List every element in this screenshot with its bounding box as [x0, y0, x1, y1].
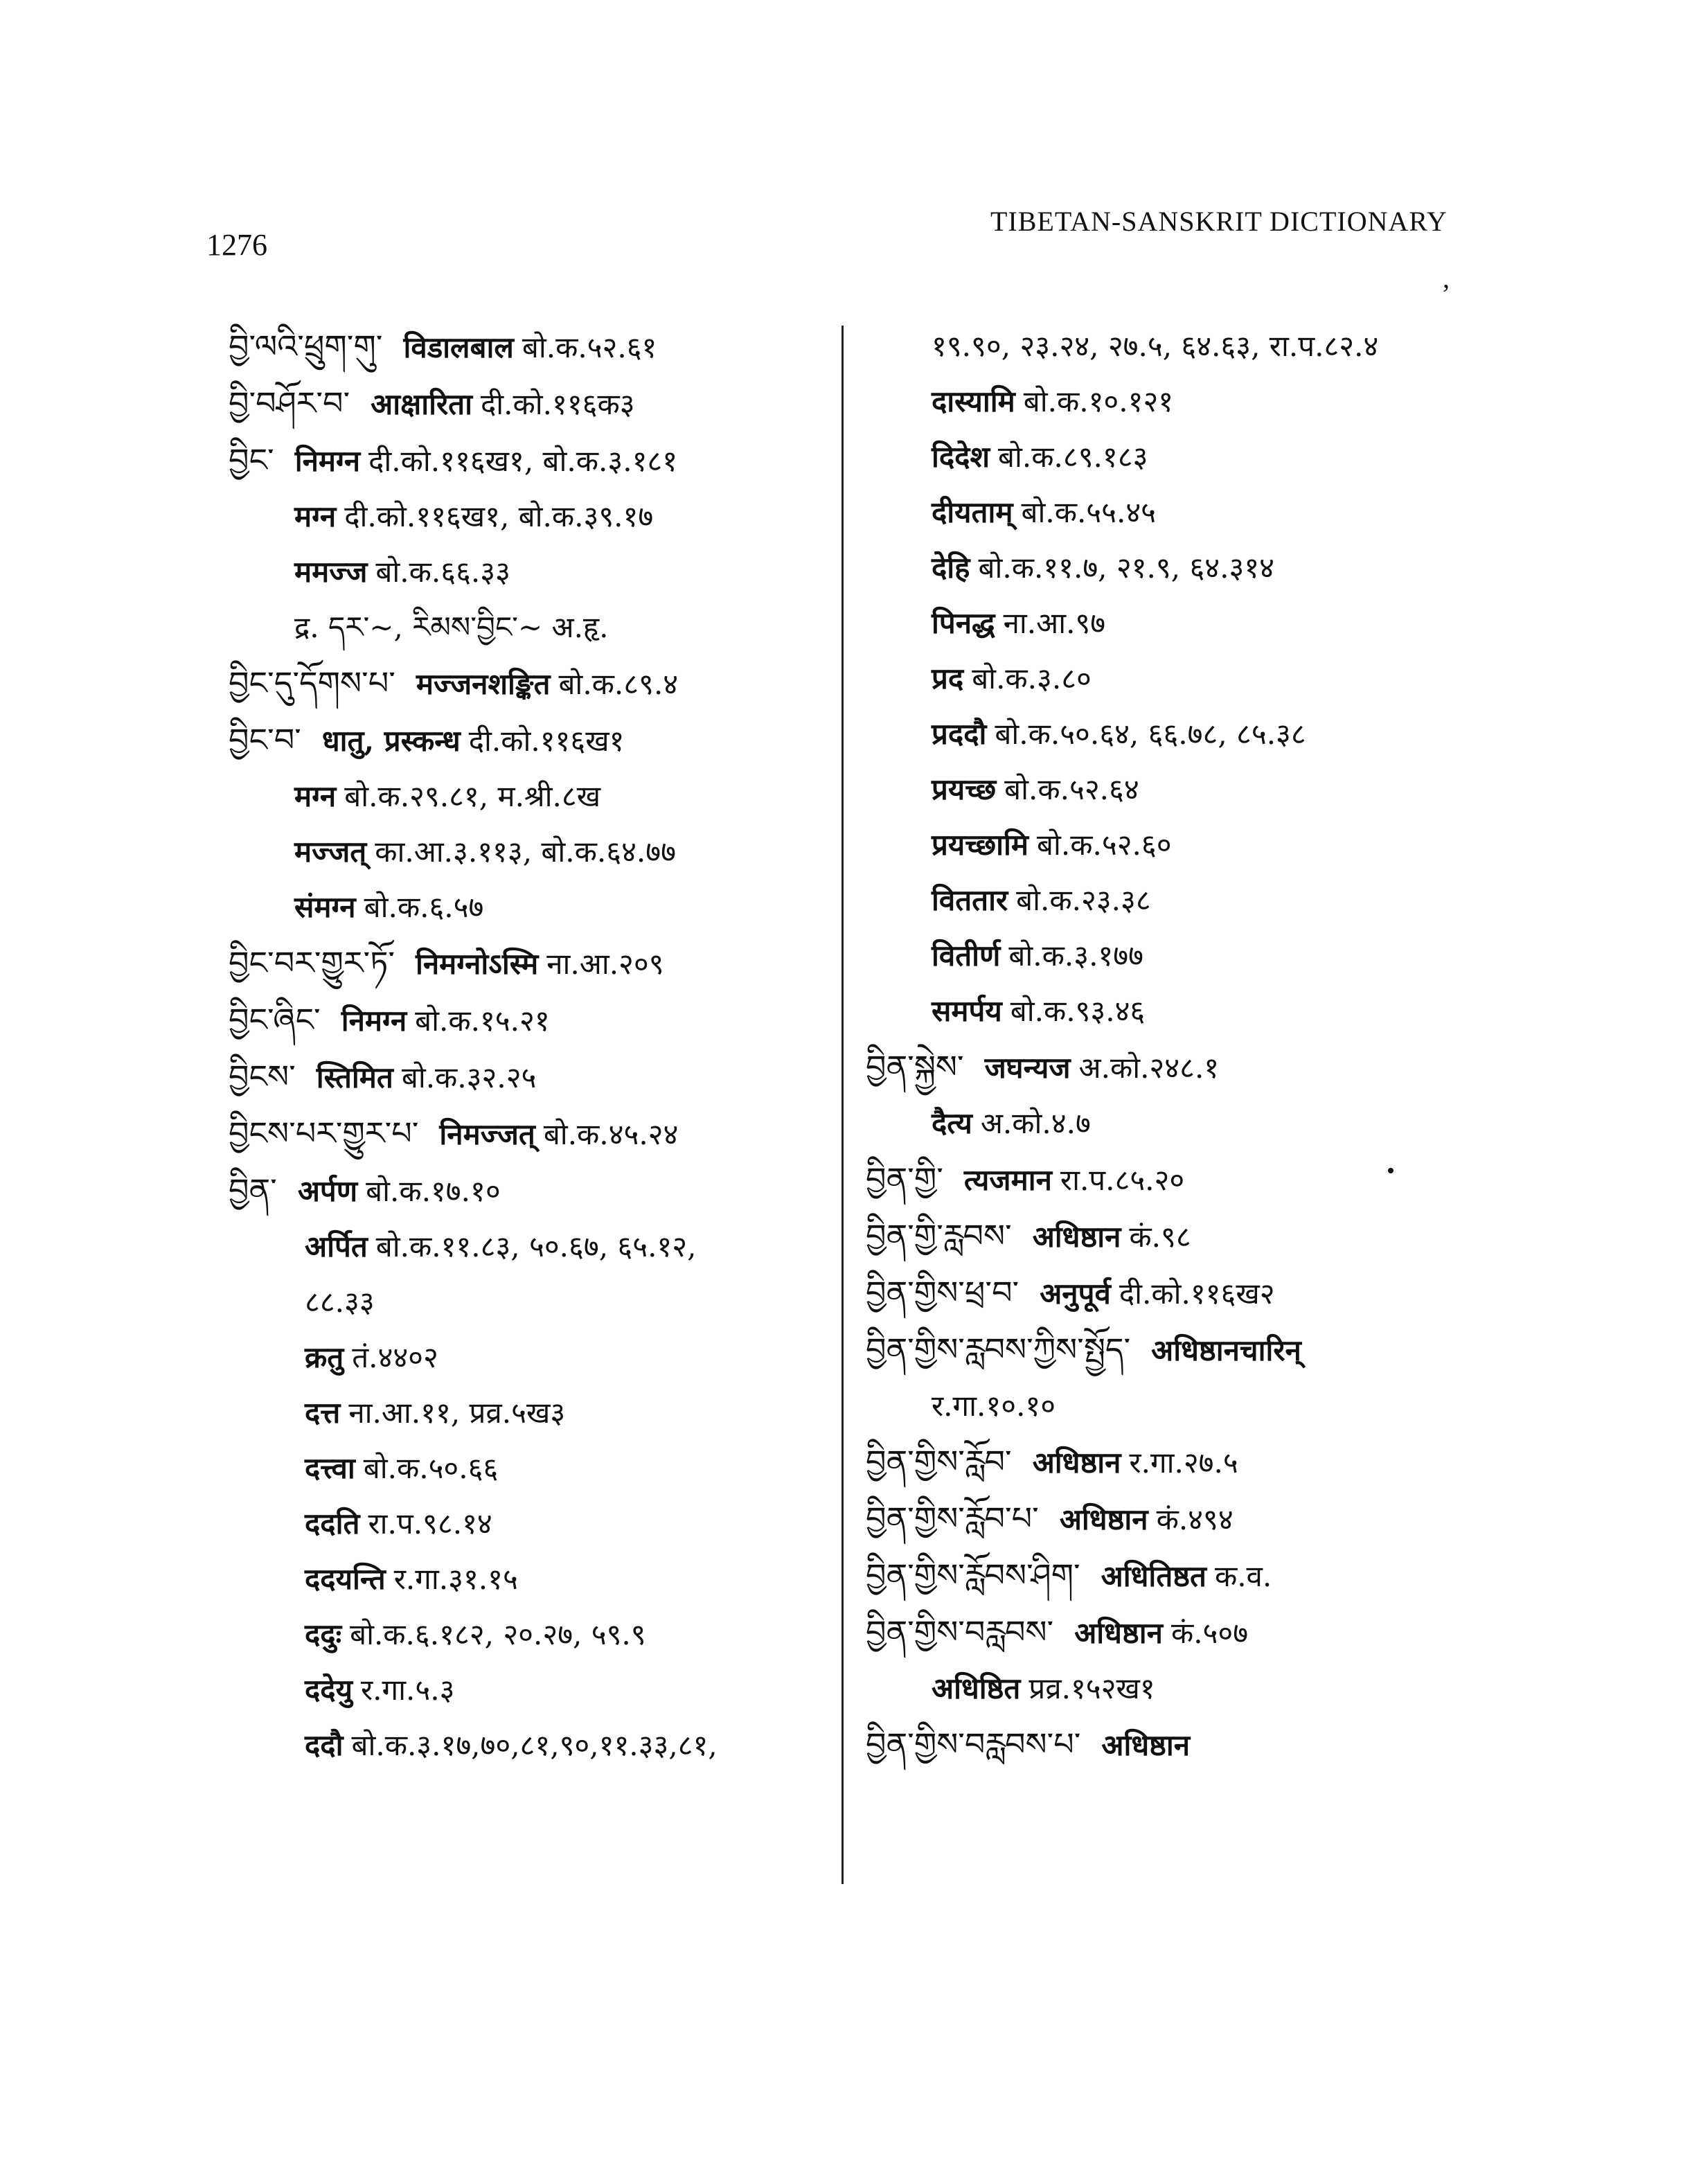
dictionary-entry	[866, 596, 1648, 651]
dictionary-entry	[866, 1547, 1648, 1604]
dictionary-entry	[866, 873, 1648, 928]
sanskrit-equivalent: संमग्न	[294, 890, 356, 924]
sanskrit-equivalent: क्रतु	[305, 1340, 344, 1374]
source-reference: बो.क.५०.६४, ६६.७८, ८५.३८	[995, 717, 1306, 751]
page-number: 1276	[206, 228, 267, 262]
source-reference: बो.क.६.५७	[364, 890, 484, 924]
source-reference: दी.को.११६ख१, बो.क.३.१८१	[368, 444, 678, 478]
sanskrit-equivalent: देहि	[932, 551, 970, 585]
source-reference: बो.क.३२.२५	[401, 1060, 537, 1094]
source-reference: प्रव्र.१५२ख१	[1028, 1671, 1155, 1705]
dictionary-entry	[866, 1096, 1648, 1151]
dictionary-entry	[866, 707, 1648, 762]
sanskrit-equivalent: मज्जनशङ्कित	[416, 667, 551, 701]
sanskrit-equivalent: विततार	[932, 883, 1008, 917]
dictionary-entry	[229, 1496, 831, 1552]
source-reference: कं.५०७	[1170, 1616, 1249, 1650]
running-head: TIBETAN-SANSKRIT DICTIONARY	[990, 206, 1448, 237]
source-reference: बो.क.१०.१२१	[1023, 384, 1174, 418]
source-reference: बो.क.६६.३३	[375, 555, 510, 589]
tibetan-headword: བྱི་ལའི་ཕྲུག་གུ་	[229, 328, 383, 365]
sanskrit-equivalent: अधिष्ठान	[1074, 1616, 1163, 1650]
sanskrit-equivalent: अधितिष्ठत	[1101, 1559, 1206, 1593]
dictionary-entry	[229, 655, 831, 712]
dictionary-entry	[866, 1151, 1648, 1208]
source-reference: बो.क.३.८०	[972, 662, 1092, 695]
dictionary-entry	[229, 1385, 831, 1441]
tibetan-headword: བྱིངས་པར་གྱུར་པ་	[229, 1115, 419, 1152]
sanskrit-equivalent: अधिष्ठान	[1032, 1446, 1121, 1480]
tibetan-headword: བྱི་བཤོར་བ་	[229, 384, 350, 422]
sanskrit-equivalent: अधिष्ठानचारिन्	[1151, 1333, 1301, 1367]
source-reference: बो.क.५०.६६	[363, 1451, 499, 1485]
sanskrit-equivalent: निमग्न	[294, 444, 361, 478]
dictionary-entry	[866, 1661, 1648, 1716]
dictionary-entry	[866, 762, 1648, 817]
source-reference: बो.क.६.१८२, २०.२७, ५९.९	[350, 1617, 646, 1651]
comma-mark: ,	[1443, 263, 1450, 294]
dictionary-entry	[866, 374, 1648, 429]
sanskrit-equivalent: समर्पय	[932, 994, 1002, 1028]
sanskrit-equivalent: ममज्ज	[294, 555, 368, 589]
column-rule	[841, 326, 844, 1884]
dictionary-entry	[866, 1208, 1648, 1265]
tibetan-headword: བྱིན་གྱིས་རློབ་པ་	[866, 1500, 1039, 1537]
tibetan-headword: བྱིན་	[229, 1171, 277, 1209]
dictionary-entry	[229, 1275, 831, 1330]
sanskrit-equivalent: निमग्नोऽस्मि	[415, 947, 539, 981]
dictionary-entry	[229, 1106, 831, 1162]
source-reference: ना.आ.२०९	[546, 947, 664, 981]
dictionary-entry	[866, 817, 1648, 873]
dictionary-entry	[229, 319, 831, 375]
source-reference: का.आ.३.११३, बो.क.६४.७७	[375, 835, 676, 869]
tibetan-headword: བྱིན་གྱིས་བརླབས་	[866, 1613, 1054, 1651]
sanskrit-equivalent: दत्त	[305, 1396, 341, 1430]
sanskrit-equivalent: मज्जत्	[294, 835, 367, 869]
sanskrit-equivalent: दास्यामि	[932, 384, 1015, 418]
sanskrit-equivalent: प्रद	[932, 662, 964, 695]
sanskrit-equivalent: दिदेश	[932, 440, 990, 474]
sanskrit-equivalent: ददति	[305, 1507, 360, 1541]
sanskrit-equivalent: प्रयच्छ	[932, 772, 997, 806]
dictionary-entry	[229, 712, 831, 769]
dictionary-entry	[229, 1330, 831, 1385]
sanskrit-equivalent: प्रयच्छामि	[932, 828, 1029, 862]
dictionary-entry	[866, 984, 1648, 1039]
dictionary-entry	[229, 1049, 831, 1106]
sanskrit-equivalent: अनुपूर्व	[1040, 1277, 1111, 1311]
tibetan-headword: བྱིང་བ་	[229, 721, 301, 758]
source-reference: तं.४४०२	[352, 1340, 438, 1374]
dictionary-entry	[866, 1378, 1648, 1434]
source-reference: १९.९०, २३.२४, २७.५, ६४.६३, रा.प.८२.४	[932, 329, 1379, 363]
dictionary-entry	[229, 1718, 831, 1773]
sanskrit-equivalent: त्यजमान	[963, 1163, 1052, 1197]
dictionary-entry	[229, 544, 831, 600]
sanskrit-equivalent: ददेयु	[305, 1673, 353, 1707]
dictionary-entry	[866, 1039, 1648, 1096]
sanskrit-equivalent: आक्षारिता	[371, 387, 472, 421]
left-column	[229, 319, 831, 1773]
dictionary-entry	[229, 935, 831, 992]
source-reference: दी.को.११६ख१, बो.क.३९.१७	[344, 499, 654, 533]
tibetan-headword: བྱིང་དུ་དོགས་པ་	[229, 664, 395, 702]
dictionary-entry	[866, 1434, 1648, 1491]
dictionary-entry	[866, 485, 1648, 540]
tibetan-headword: བྱིན་གྱི་	[866, 1160, 943, 1198]
source-reference: बो.क.५५.४५	[1021, 495, 1157, 529]
dictionary-entry	[229, 769, 831, 824]
right-column	[866, 319, 1648, 1773]
source-reference: बो.क.११.८३, ५०.६७, ६५.१२,	[375, 1229, 697, 1263]
dictionary-entry	[229, 1662, 831, 1718]
dictionary-entry	[229, 432, 831, 489]
tibetan-headword: བྱིན་གྱིས་རླབས་ཀྱིས་སྤྱོད་	[866, 1331, 1131, 1368]
source-reference: बो.क.५२.६१	[522, 330, 657, 364]
source-reference: र.गा.५.३	[360, 1673, 455, 1707]
sanskrit-equivalent: अधिष्ठान	[1032, 1220, 1121, 1254]
tibetan-headword: བྱིན་གྱིས་རློབ་	[866, 1443, 1012, 1480]
tibetan-headword: བྱིང་ཞིང་	[229, 1001, 321, 1038]
dictionary-entry	[229, 1441, 831, 1496]
dictionary-entry	[229, 489, 831, 544]
source-reference: र.गा.२७.५	[1129, 1446, 1238, 1480]
tibetan-headword: བྱིན་གྱིས་བརླབས་པ་	[866, 1725, 1081, 1763]
sanskrit-equivalent: जघन्यज	[984, 1051, 1071, 1085]
sanskrit-equivalent: स्तिमित	[316, 1060, 393, 1094]
tibetan-headword: བྱིན་སྐྱེས་	[866, 1048, 964, 1085]
dictionary-entry	[229, 1162, 831, 1219]
dictionary-entry	[229, 600, 831, 655]
source-reference: रा.प.९८.१४	[368, 1507, 492, 1541]
sanskrit-equivalent: प्रददौ	[932, 717, 987, 751]
sanskrit-equivalent: निमग्न	[341, 1004, 407, 1038]
source-reference: ना.आ.११, प्रव्र.५ख३	[348, 1396, 566, 1430]
tibetan-headword: བྱིང་བར་གྱུར་ཏོ་	[229, 944, 395, 982]
source-reference: कं.४९४	[1156, 1502, 1234, 1536]
source-reference: बो.क.१५.२१	[415, 1004, 550, 1038]
sanskrit-equivalent: मग्न	[294, 499, 337, 533]
dictionary-entry	[229, 880, 831, 935]
tibetan-headword: བྱིངས་	[229, 1058, 296, 1095]
source-reference: दी.को.११६क३	[480, 387, 635, 421]
source-reference: बो.क.८९.१८३	[998, 440, 1148, 474]
source-reference: बो.क.११.७, २१.९, ६४.३१४	[978, 551, 1274, 585]
dictionary-entry	[229, 992, 831, 1049]
source-reference: र.गा.१०.१०	[932, 1389, 1056, 1423]
sanskrit-equivalent: अर्पित	[305, 1229, 368, 1263]
source-reference: बो.क.२३.३८	[1016, 883, 1151, 917]
source-reference: बो.क.२९.८१, म.श्री.८ख	[344, 779, 601, 813]
sanskrit-equivalent: अर्पण	[297, 1174, 358, 1208]
sanskrit-equivalent: दत्त्वा	[305, 1451, 355, 1485]
source-reference: रा.प.८५.२०	[1060, 1163, 1185, 1197]
dictionary-entry	[866, 1716, 1648, 1773]
sanskrit-equivalent: दैत्य	[932, 1106, 972, 1140]
sanskrit-equivalent: वितीर्ण	[932, 939, 1001, 973]
sanskrit-equivalent: अधिष्ठान	[1059, 1502, 1148, 1536]
sanskrit-equivalent: धातु, प्रस्कन्ध	[321, 724, 461, 758]
dictionary-entry	[229, 1219, 831, 1275]
sanskrit-equivalent: निमज्जत्	[439, 1117, 535, 1151]
stray-dot	[1388, 1168, 1393, 1173]
source-reference: बो.क.९३.४६	[1010, 994, 1146, 1028]
dictionary-entry	[229, 375, 831, 432]
source-reference: बो.क.१७.१०	[366, 1174, 501, 1208]
source-reference: बो.क.४५.२४	[543, 1117, 679, 1151]
source-reference: दी.को.११६ख१	[468, 724, 625, 758]
source-reference: अ.को.४.७	[980, 1106, 1091, 1140]
source-reference: ८८.३३	[305, 1285, 375, 1319]
dictionary-entry	[866, 319, 1648, 374]
sanskrit-equivalent: ददयन्ति	[305, 1562, 386, 1596]
source-reference: कं.९८	[1129, 1220, 1191, 1254]
dictionary-entry	[229, 1552, 831, 1607]
tibetan-headword: བྱིན་གྱིས་ཕྲ་བ་	[866, 1274, 1019, 1311]
dictionary-entry	[866, 1265, 1648, 1322]
dictionary-entry	[866, 540, 1648, 596]
source-reference: बो.क.८९.४	[558, 667, 679, 701]
sanskrit-equivalent: मग्न	[294, 779, 337, 813]
dictionary-entry	[866, 928, 1648, 984]
dictionary-entry	[866, 429, 1648, 485]
source-reference: द्र. དར་~, རིམས་བྱིང་~ अ.हृ.	[294, 610, 609, 644]
source-reference: बो.क.३.१७७	[1008, 939, 1143, 973]
source-reference: बो.क.५२.६०	[1037, 828, 1172, 862]
source-reference: ना.आ.९७	[1003, 606, 1106, 640]
source-reference: अ.को.२४८.१	[1078, 1051, 1220, 1085]
dictionary-entry	[866, 1604, 1648, 1661]
sanskrit-equivalent: पिनद्ध	[932, 606, 995, 640]
source-reference: दी.को.११६ख२	[1119, 1277, 1275, 1311]
dictionary-entry	[229, 1607, 831, 1662]
tibetan-headword: བྱིན་གྱིས་རློབས་ཤིག་	[866, 1556, 1080, 1594]
dictionary-entry	[866, 1491, 1648, 1547]
source-reference: क.व.	[1214, 1559, 1272, 1593]
dictionary-entry	[866, 1322, 1648, 1378]
dictionary-entry	[229, 824, 831, 880]
sanskrit-equivalent: ददौ	[305, 1728, 344, 1762]
source-reference: र.गा.३१.१५	[393, 1562, 518, 1596]
tibetan-headword: བྱིང་	[229, 441, 274, 479]
sanskrit-equivalent: ददुः	[305, 1617, 342, 1651]
sanskrit-equivalent: अधिष्ठान	[1101, 1728, 1191, 1762]
sanskrit-equivalent: अधिष्ठित	[932, 1671, 1021, 1705]
tibetan-headword: བྱིན་གྱི་རླབས་	[866, 1217, 1012, 1254]
sanskrit-equivalent: दीयताम्	[932, 495, 1013, 529]
source-reference: बो.क.३.१७,७०,८१,९०,११.३३,८१,	[351, 1728, 718, 1762]
dictionary-entry	[866, 651, 1648, 707]
source-reference: बो.क.५२.६४	[1004, 772, 1139, 806]
sanskrit-equivalent: विडालबाल	[403, 330, 514, 364]
